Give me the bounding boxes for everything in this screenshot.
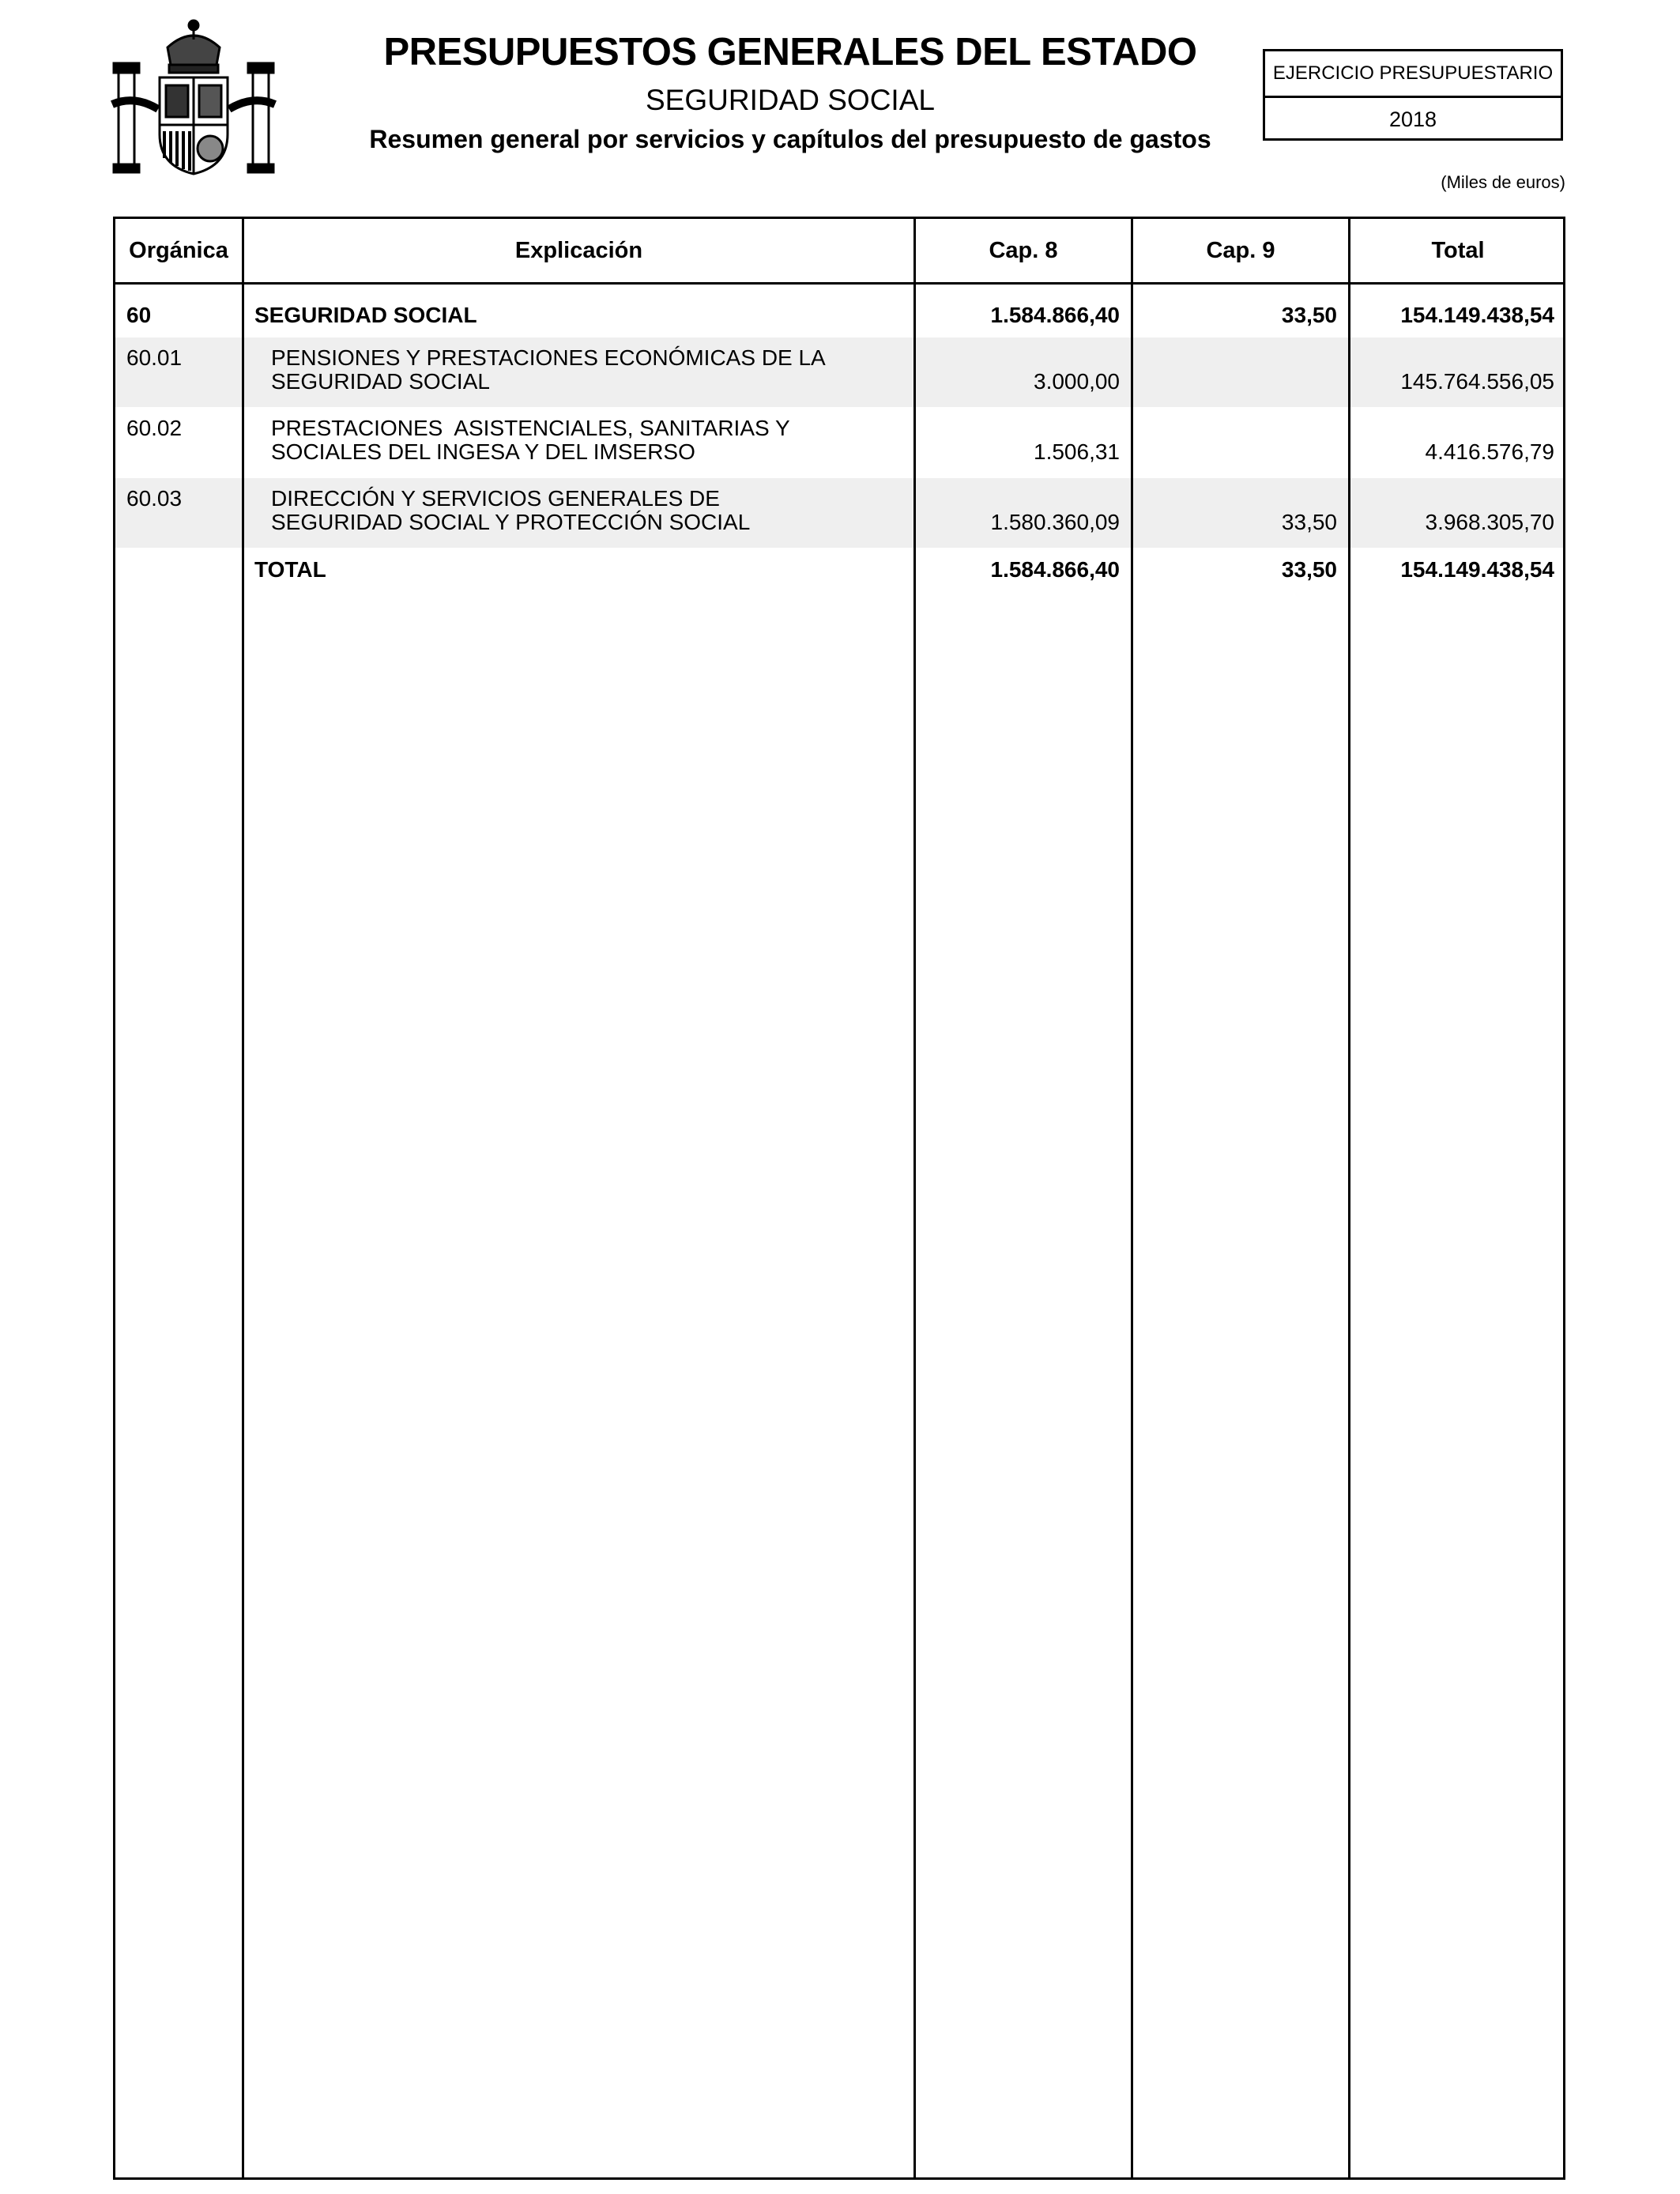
row-explanation: SEGURIDAD SOCIAL xyxy=(254,303,477,327)
total-total: 154.149.438,54 xyxy=(1400,557,1554,582)
exercise-year: 2018 xyxy=(1388,107,1437,131)
exercise-box xyxy=(1263,49,1563,141)
units-label: (Miles de euros) xyxy=(1441,172,1565,192)
header-cap8: Cap. 8 xyxy=(989,238,1058,263)
row-code: 60.03 xyxy=(126,486,183,511)
column-divider xyxy=(242,219,244,2177)
header-cap9: Cap. 9 xyxy=(1206,238,1275,263)
row-cap9: 33,50 xyxy=(1281,510,1337,534)
row-code: 60 xyxy=(126,303,152,327)
row-total: 154.149.438,54 xyxy=(1400,303,1554,327)
exercise-label: EJERCICIO PRESUPUESTARIO xyxy=(1265,51,1561,98)
row-explanation: PRESTACIONES ASISTENCIALES, SANITARIAS Y xyxy=(271,416,790,440)
total-cap9: 33,50 xyxy=(1281,557,1337,582)
page-title: PRESUPUESTOS GENERALES DEL ESTADO xyxy=(383,31,1197,74)
page-subtitle: SEGURIDAD SOCIAL xyxy=(646,84,935,116)
total-cap8: 1.584.866,40 xyxy=(990,557,1120,582)
row-explanation-cont: SOCIALES DEL INGESA Y DEL IMSERSO xyxy=(271,439,695,464)
coat-of-arms-icon xyxy=(111,16,277,178)
row-explanation: PENSIONES Y PRESTACIONES ECONÓMICAS DE LA xyxy=(271,345,826,370)
row-total: 145.764.556,05 xyxy=(1400,369,1554,394)
header-total: Total xyxy=(1431,238,1485,263)
row-cap8: 1.584.866,40 xyxy=(990,303,1120,327)
row-code: 60.02 xyxy=(126,416,183,440)
row-cap9: 33,50 xyxy=(1281,303,1337,327)
row-explanation: DIRECCIÓN Y SERVICIOS GENERALES DE xyxy=(271,486,720,511)
row-code: 60.01 xyxy=(126,345,183,370)
header-organica: Orgánica xyxy=(129,238,228,263)
header-divider xyxy=(115,282,1563,285)
row-total: 3.968.305,70 xyxy=(1425,510,1554,534)
row-cap8: 1.506,31 xyxy=(1034,439,1120,464)
row-cap8: 3.000,00 xyxy=(1034,369,1120,394)
header-explicacion: Explicación xyxy=(514,238,643,263)
page-description: Resumen general por servicios y capítulos del presupuesto de gastos xyxy=(369,125,1211,153)
row-cap8: 1.580.360,09 xyxy=(990,510,1120,534)
row-total: 4.416.576,79 xyxy=(1425,439,1554,464)
total-label: TOTAL xyxy=(254,557,326,582)
budget-table xyxy=(113,217,1565,2180)
row-explanation-cont: SEGURIDAD SOCIAL xyxy=(271,369,490,394)
row-explanation-cont: SEGURIDAD SOCIAL Y PROTECCIÓN SOCIAL xyxy=(271,510,751,534)
